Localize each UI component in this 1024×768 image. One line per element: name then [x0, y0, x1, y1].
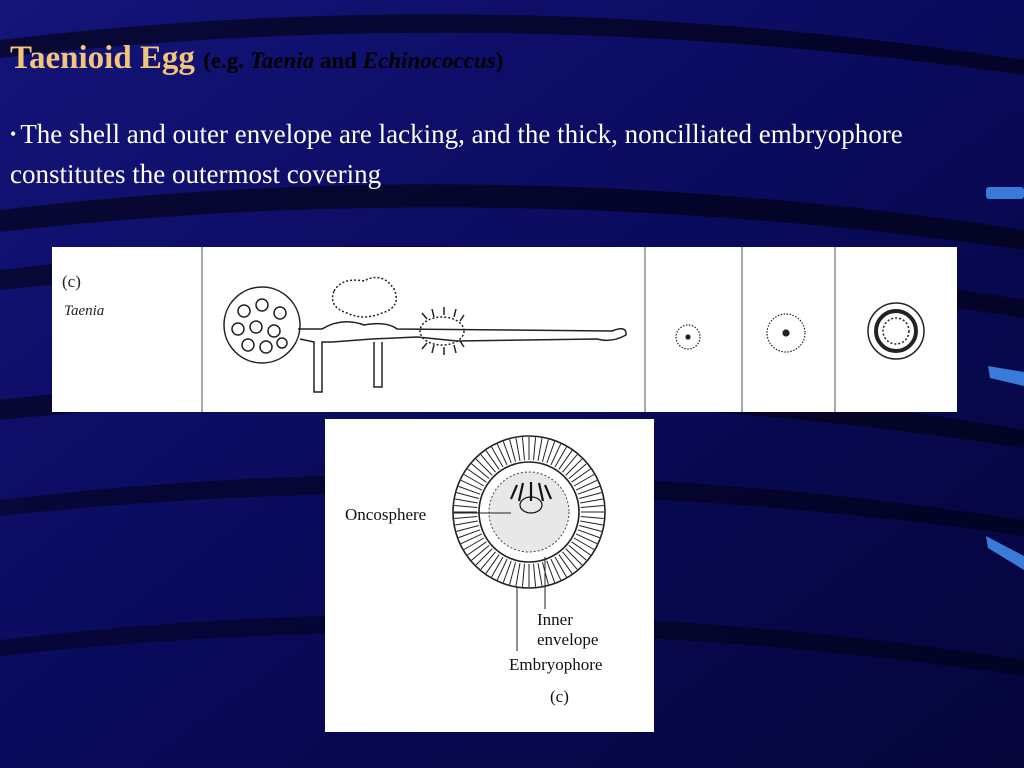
striation	[562, 455, 577, 473]
striation	[492, 557, 504, 577]
striation	[522, 564, 524, 587]
oncosphere-larva	[420, 317, 464, 345]
striation	[455, 499, 478, 503]
striation	[559, 451, 572, 470]
striation	[468, 469, 487, 482]
striation	[510, 440, 516, 462]
title-subtitle	[203, 48, 503, 73]
egg-stage-large	[868, 303, 924, 359]
taenia-diagram	[52, 247, 957, 412]
striation	[534, 564, 536, 587]
panel-label: (c)	[62, 272, 81, 291]
striation	[542, 440, 548, 462]
subtitle-and: and	[314, 48, 363, 73]
egg-stage-medium	[767, 314, 805, 352]
striation	[569, 545, 587, 560]
subtitle-suffix: )	[495, 48, 504, 73]
striation	[464, 538, 484, 550]
striation	[516, 438, 520, 461]
bullet-point	[10, 114, 910, 194]
striation	[476, 459, 492, 475]
striation	[538, 563, 542, 586]
striation	[457, 525, 479, 531]
striation	[455, 521, 478, 525]
egg-stage-small	[676, 325, 700, 349]
bullet-text: The shell and outer envelope are lacking, and the thick, noncilliated embryophore constitutes the outermost covering	[10, 119, 903, 189]
striation	[481, 552, 496, 570]
striation	[510, 562, 516, 584]
striation	[579, 525, 601, 531]
title-main: Taenioid Egg	[10, 40, 195, 76]
striation	[522, 437, 524, 460]
striation	[481, 455, 496, 473]
striation	[472, 464, 490, 479]
striation	[472, 545, 490, 560]
subtitle-prefix: (e.g.	[203, 48, 250, 73]
striation	[559, 555, 572, 574]
striation	[492, 447, 504, 467]
striation	[555, 557, 567, 577]
slide-title	[10, 36, 503, 83]
genus-echinococcus: Echinococcus	[362, 48, 496, 73]
genus-label: Taenia	[64, 303, 105, 319]
striation	[534, 437, 536, 460]
striation	[457, 493, 479, 499]
figure-egg-structure	[325, 419, 654, 732]
striation	[579, 493, 601, 499]
figure-taenia-life-cycle	[52, 247, 957, 412]
striation	[454, 517, 477, 519]
cycle-sketch	[224, 277, 626, 392]
label-embryophore: Embryophore	[509, 655, 603, 674]
striation	[580, 499, 603, 503]
striation	[562, 552, 577, 570]
striation	[476, 549, 492, 565]
connector	[298, 322, 626, 392]
striation	[569, 464, 587, 479]
striation	[454, 505, 477, 507]
striation	[566, 549, 582, 565]
striation	[516, 563, 520, 586]
striation	[566, 459, 582, 475]
cyst	[333, 277, 397, 317]
bullet-icon: •	[10, 124, 17, 144]
accent-dash-1	[986, 187, 1024, 199]
striation	[581, 517, 604, 519]
label-envelope: envelope	[537, 630, 599, 649]
striation	[581, 505, 604, 507]
label-oncosphere: Oncosphere	[345, 505, 427, 524]
striation	[574, 475, 594, 487]
label-inner: Inner	[537, 610, 573, 629]
striation	[538, 438, 542, 461]
striation	[468, 542, 487, 555]
striation	[572, 542, 591, 555]
oncosphere-body	[489, 472, 569, 552]
striation	[486, 555, 499, 574]
panel-label-bottom: (c)	[550, 687, 569, 706]
genus-taenia: Taenia	[249, 48, 315, 73]
striation	[464, 475, 484, 487]
striation	[572, 469, 591, 482]
egg-structure-diagram	[325, 419, 654, 732]
striation	[574, 538, 594, 550]
striation	[555, 447, 567, 467]
striation	[486, 451, 499, 470]
striation	[580, 521, 603, 525]
